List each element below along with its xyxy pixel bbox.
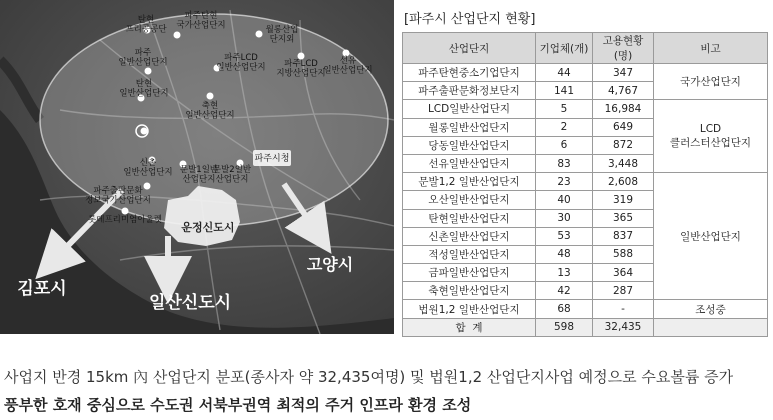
header-companies: 기업체(개) [536,33,593,64]
cell-employees: 16,984 [593,100,654,118]
table-row [403,100,768,118]
cell-companies: 5 [536,100,593,118]
label-goyang: 고양시 [306,255,354,274]
cell-companies: 141 [536,82,593,100]
header-employees: 고용현황(명) [593,33,654,64]
cell-companies: 48 [536,245,593,263]
label-paju-culture-national: 파주출판문화 정보국가산업단지 [85,186,151,206]
cell-employees: 837 [593,227,654,245]
cell-name: 법원1,2 일반산업단지 [403,300,536,318]
cell-employees: 649 [593,118,654,136]
cell-employees: 364 [593,264,654,282]
cell-companies: 23 [536,173,593,191]
label-chukhyeon: 축현 일반산업단지 [185,101,235,121]
label-seonyu: 선유 일반산업단지 [323,56,373,76]
cell-companies: 68 [536,300,593,318]
header-note: 비고 [654,33,768,64]
cell-name: 월롱일반산업단지 [403,118,536,136]
caption-summary: 사업지 반경 15km 內 산업단지 분포(종사자 약 32,435여명) 및 법원1,2 산업단지사업 예정으로 수요볼륨 증가 [4,368,734,386]
cell-companies: 53 [536,227,593,245]
cell-employees: - [593,300,654,318]
cell-companies: 30 [536,209,593,227]
cell-name: 축현일반산업단지 [403,282,536,300]
label-munbal2: 문발2일반 산업단지 [212,165,252,185]
panel-title: [파주시 산업단지 현황] [404,12,536,27]
cell-name: 문발1,2 일반산업단지 [403,173,536,191]
label-lotte-outlet: 롯데프리미엄아울렛 [88,215,162,225]
label-munbal12: 문발1일반 산업단지 [179,165,219,185]
cell-companies: 2 [536,118,593,136]
label-wollong: 월롱산업 단지외 [265,25,299,45]
cell-name: 적성일반산업단지 [403,245,536,263]
label-unjeong: 운정신도시 [181,221,235,234]
cell-employees: 287 [593,282,654,300]
industrial-complex-table [402,32,768,337]
cell-total-note [654,318,768,336]
cell-companies: 40 [536,191,593,209]
table-header-row [403,33,768,64]
cell-total-companies: 598 [536,318,593,336]
cell-companies: 13 [536,264,593,282]
cell-companies: 83 [536,154,593,172]
cell-note-lcd: LCD 클러스터산업단지 [654,100,768,173]
table-row [403,300,768,318]
cell-companies: 42 [536,282,593,300]
cell-name: 신촌일반산업단지 [403,227,536,245]
cell-name: 탄현일반산업단지 [403,209,536,227]
cell-name: 파주출판문화정보단지 [403,82,536,100]
caption-headline: 풍부한 호재 중심으로 수도권 서북부권역 최적의 주거 인프라 환경 조성 [4,396,472,414]
area-map [0,0,394,334]
cell-name: 금파일반산업단지 [403,264,536,282]
label-gimpo: 김포시 [17,279,67,299]
label-paju-city-hall: 파주시청 [254,154,290,164]
cell-total-label: 합 계 [403,318,536,336]
cell-employees: 2,608 [593,173,654,191]
cell-companies: 44 [536,64,593,82]
industrial-complex-panel [398,4,770,334]
label-tanhyeon-general: 탄현 일반산업단지 [119,79,169,99]
cell-name: 선유일반산업단지 [403,154,536,172]
cell-note-building: 조성중 [654,300,768,318]
cell-employees: 3,448 [593,154,654,172]
cell-note-national: 국가산업단지 [654,64,768,100]
cell-employees: 4,767 [593,82,654,100]
cell-employees: 872 [593,136,654,154]
label-sinchon: 신촌 일반산업단지 [123,158,173,178]
table-total-row [403,318,768,336]
header-complex: 산업단지 [403,33,536,64]
table-row [403,173,768,191]
label-tanhyeon-trade: 탄현 프리공공단 [125,15,167,35]
cell-employees: 365 [593,209,654,227]
label-lcd-regional: 파주LCD 지방산업단지 [276,59,326,79]
label-paju-general: 파주 일반산업단지 [118,48,168,68]
table-row [403,64,768,82]
cell-name: 파주탄현중소기업단지 [403,64,536,82]
cell-name: 당동일반산업단지 [403,136,536,154]
cell-name: LCD일반산업단지 [403,100,536,118]
cell-employees: 319 [593,191,654,209]
label-lcd-general: 파주LCD 일반산업단지 [216,53,266,73]
cell-employees: 588 [593,245,654,263]
cell-companies: 6 [536,136,593,154]
cell-employees: 347 [593,64,654,82]
cell-note-general: 일반산업단지 [654,173,768,300]
cell-total-employees: 32,435 [593,318,654,336]
label-ilsan: 일산신도시 [148,293,232,313]
label-paju-tanhyeon-national: 파주탄현 국가산업단지 [176,11,226,31]
cell-name: 오산일반산업단지 [403,191,536,209]
